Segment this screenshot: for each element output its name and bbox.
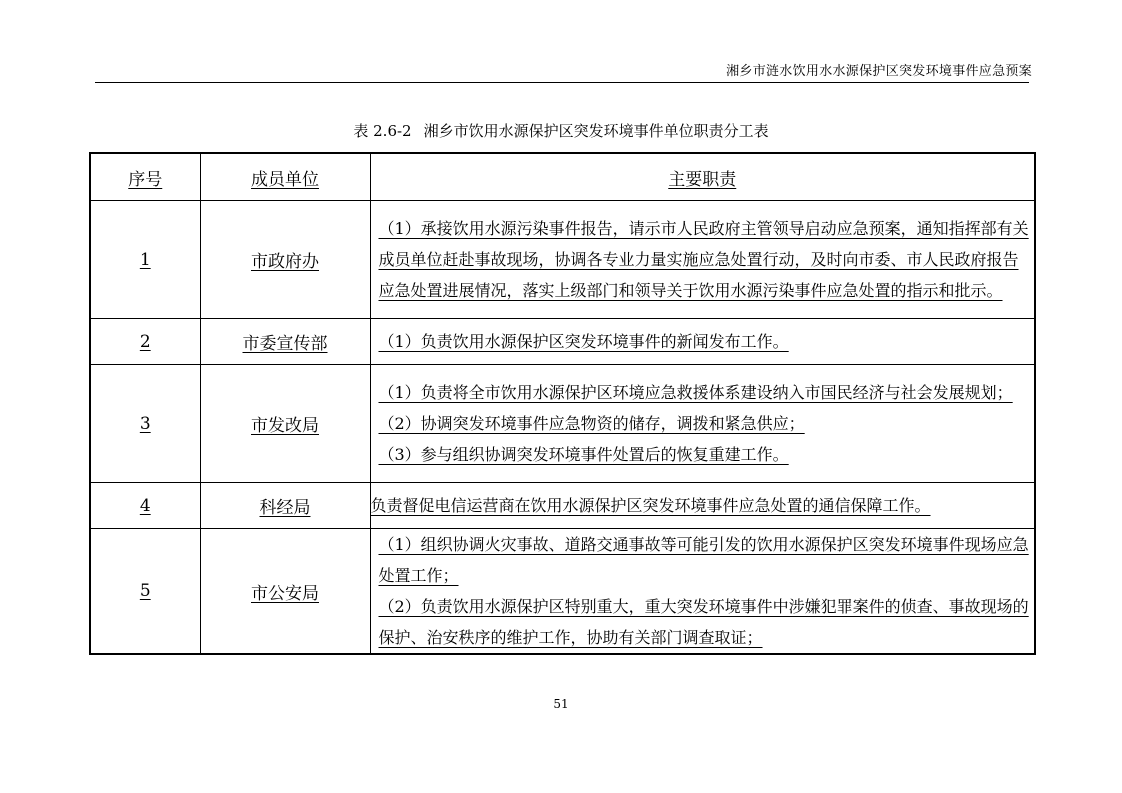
duty-item: （2）负责饮用水源保护区特别重大，重大突发环境事件中涉嫌犯罪案件的侦查、事故现场的保护、治安秩序的维护工作，协助有关部门调查取证； — [378, 597, 1029, 647]
row-unit: 市公安局 — [200, 529, 370, 655]
row-seq: 2 — [90, 319, 200, 365]
row-seq: 1 — [90, 201, 200, 319]
table-row — [90, 201, 1035, 319]
duty-item: （1）负责饮用水源保护区突发环境事件的新闻发布工作。 — [378, 332, 789, 351]
row-unit: 市委宣传部 — [200, 319, 370, 365]
row-unit: 科经局 — [200, 483, 370, 529]
duty-item: （1）承接饮用水源污染事件报告，请示市人民政府主管领导启动应急预案，通知指挥部有关成员单位赶赴事故现场，协调各专业力量实施应急处置行动，及时向市委、市人民政府报告应急处置进展情况，落实上级部门和领导关于饮用水源污染事件应急处置的指示和批示。 — [378, 219, 1029, 300]
duty-item: （1）负责将全市饮用水源保护区环境应急救援体系建设纳入市国民经济与社会发展规划； — [378, 383, 1013, 402]
row-unit: 市政府办 — [200, 201, 370, 319]
page-number: 51 — [553, 697, 569, 711]
table-row — [90, 529, 1035, 655]
table-row — [90, 365, 1035, 483]
duty-item: 负责督促电信运营商在饮用水源保护区突发环境事件应急处置的通信保障工作。 — [370, 496, 931, 515]
table-row — [90, 319, 1035, 365]
table-caption-number: 表 2.6-2 — [353, 122, 412, 140]
column-header-duty: 主要职责 — [370, 153, 1035, 201]
row-duties — [370, 529, 1035, 655]
table-caption — [0, 120, 1122, 141]
duty-item: （3）参与组织协调突发环境事件处置后的恢复重建工作。 — [378, 445, 789, 464]
duty-item: （2）协调突发环境事件应急物资的储存，调拨和紧急供应； — [378, 414, 805, 433]
table-row — [90, 483, 1035, 529]
table-header-row — [90, 153, 1035, 201]
column-header-seq: 序号 — [90, 153, 200, 201]
row-duties — [370, 201, 1035, 319]
header-rule — [95, 82, 1029, 83]
row-unit: 市发改局 — [200, 365, 370, 483]
row-duties — [370, 365, 1035, 483]
row-duties — [370, 319, 1035, 365]
row-seq: 3 — [90, 365, 200, 483]
duty-item: （1）组织协调火灾事故、道路交通事故等可能引发的饮用水源保护区突发环境事件现场应急处置工作； — [378, 535, 1029, 585]
duty-table — [89, 152, 1036, 655]
row-duties — [370, 483, 1035, 529]
running-header: 湘乡市涟水饮用水水源保护区突发环境事件应急预案 — [726, 64, 1032, 79]
table-caption-text: 湘乡市饮用水源保护区突发环境事件单位职责分工表 — [423, 122, 769, 140]
row-seq: 4 — [90, 483, 200, 529]
column-header-unit: 成员单位 — [200, 153, 370, 201]
row-seq: 5 — [90, 529, 200, 655]
